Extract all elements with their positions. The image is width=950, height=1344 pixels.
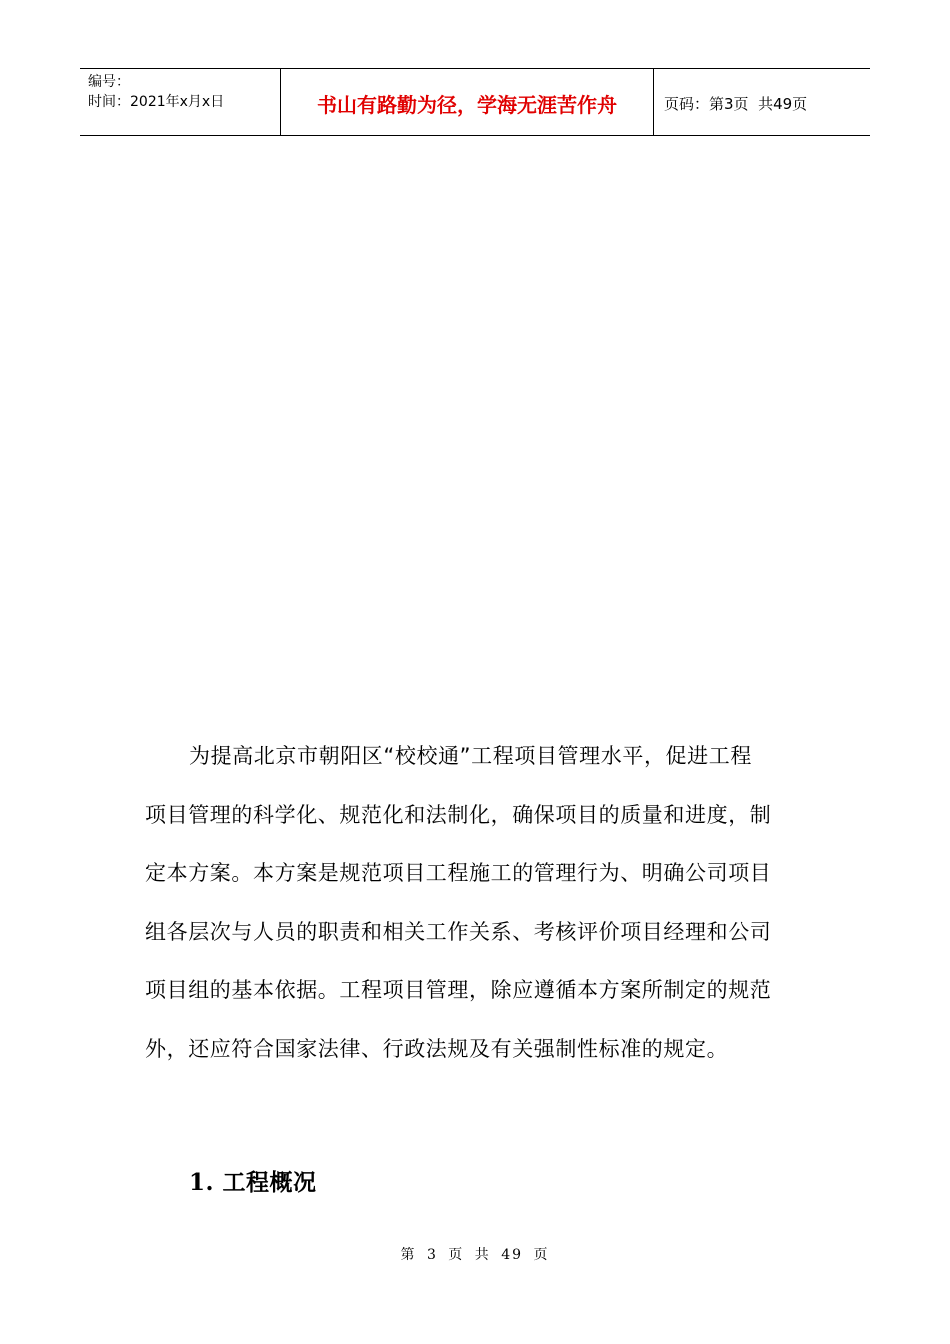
page-footer: 第 3 页 共 49 页	[400, 1247, 550, 1263]
header-page-cell	[654, 69, 870, 135]
body-line: 外，还应符合国家法律、行政法规及有关强制性标准的规定。	[145, 1036, 729, 1061]
document-date: 时间：2021年x月x日	[88, 94, 225, 110]
section-heading: 1. 工程概况	[189, 1169, 317, 1196]
body-line: 组各层次与人员的职责和相关工作关系、考核评价项目经理和公司	[145, 919, 772, 944]
page-header	[80, 68, 870, 136]
body-line: 定本方案。本方案是规范项目工程施工的管理行为、明确公司项目	[145, 861, 772, 885]
body-line: 为提高北京市朝阳区“校校通”工程项目管理水平，促进工程	[189, 744, 752, 768]
body-line: 项目组的基本依据。工程项目管理，除应遵循本方案所制定的规范	[145, 978, 772, 1002]
document-number-label: 编号：	[88, 74, 130, 90]
body-paragraph	[145, 727, 810, 1078]
header-meta-cell	[80, 69, 281, 135]
header-page-info: 页码：第3页 共49页	[664, 94, 808, 113]
header-motto-cell	[281, 69, 654, 135]
header-motto: 书山有路勤为径，学海无涯苦作舟	[317, 92, 617, 117]
body-line: 项目管理的科学化、规范化和法制化，确保项目的质量和进度，制	[145, 802, 772, 827]
